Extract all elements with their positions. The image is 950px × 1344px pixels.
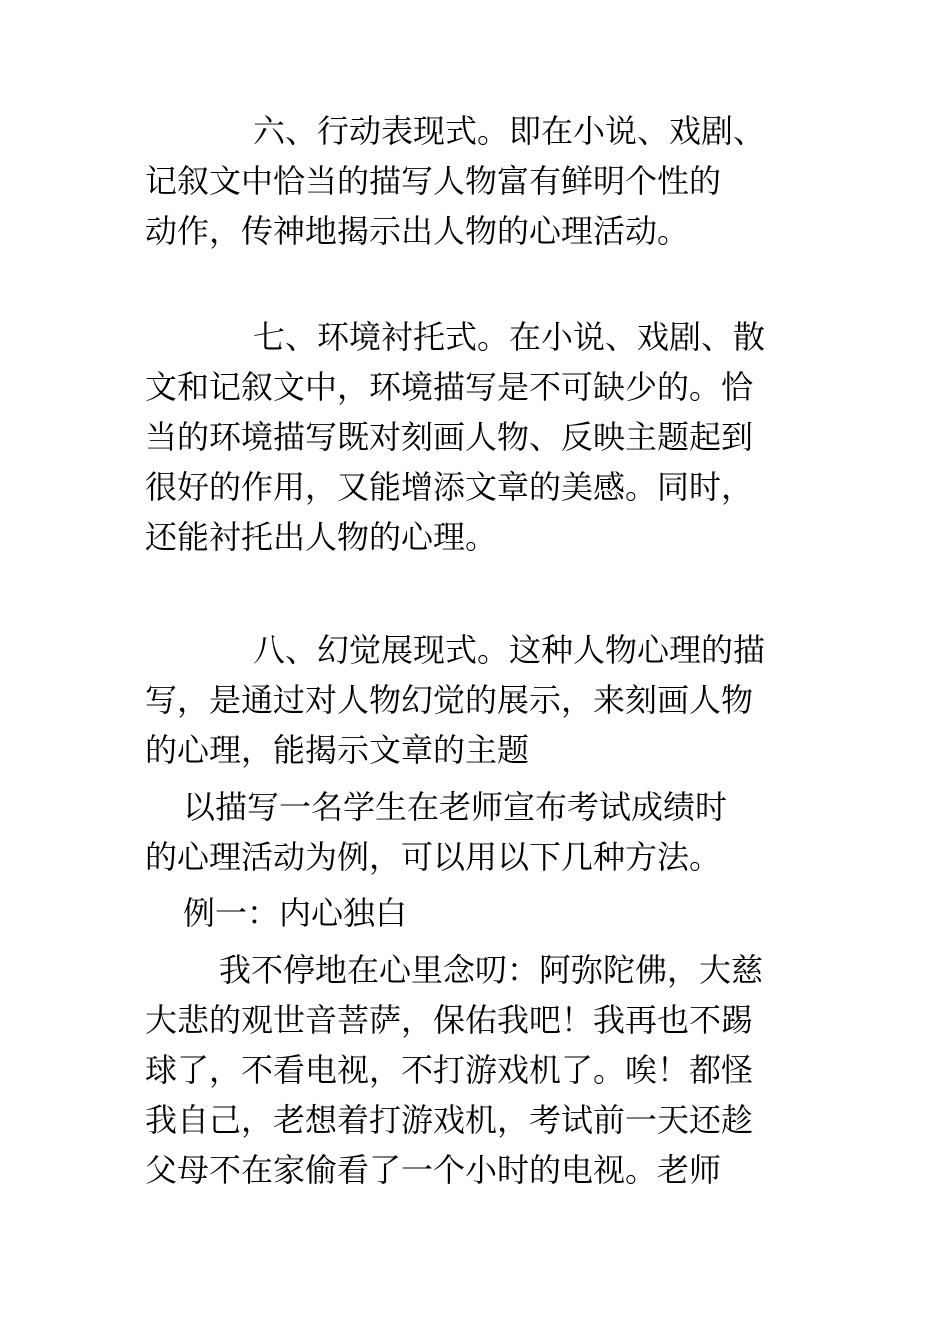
story-line-5: 父母不在家偷看了一个小时的电视。老师 [145, 1151, 722, 1189]
story-line-3: 球了，不看电视，不打游戏机了。唉！都怪 [145, 1051, 754, 1089]
section-eight-line-2: 写，是通过对人物幻觉的展示，来刻画人物 [145, 681, 754, 719]
section-seven-paragraph [145, 312, 810, 562]
example-one-heading-block [145, 888, 810, 938]
section-seven-line-1: 七、环境衬托式。在小说、戏剧、散 [253, 318, 766, 356]
section-seven-line-3: 当的环境描写既对刻画人物、反映主题起到 [145, 418, 754, 456]
intro-paragraph [145, 782, 810, 882]
section-eight-line-3: 的心理，能揭示文章的主题 [145, 731, 530, 769]
section-six-line-3: 动作，传神地揭示出人物的心理活动。 [145, 212, 690, 250]
story-line-1: 我不停地在心里念叨：阿弥陀佛，大慈 [219, 951, 764, 989]
section-eight-paragraph [145, 625, 810, 775]
section-six-line-1: 六、行动表现式。即在小说、戏剧、 [253, 112, 766, 150]
section-seven-line-2: 文和记叙文中，环境描写是不可缺少的。恰 [145, 368, 754, 406]
example-one-heading: 例一：内心独白 [183, 894, 408, 932]
section-eight-line-1: 八、幻觉展现式。这种人物心理的描 [253, 631, 766, 669]
story-line-4: 我自己，老想着打游戏机，考试前一天还趁 [145, 1101, 754, 1139]
section-six-line-2: 记叙文中恰当的描写人物富有鲜明个性的 [145, 162, 722, 200]
story-paragraph [145, 945, 810, 1195]
section-six-paragraph [145, 106, 810, 256]
intro-line-1: 以描写一名学生在老师宣布考试成绩时 [183, 788, 728, 826]
section-seven-line-5: 还能衬托出人物的心理。 [145, 518, 498, 556]
section-seven-line-4: 很好的作用，又能增添文章的美感。同时， [145, 468, 754, 506]
story-line-2: 大悲的观世音菩萨，保佑我吧！我再也不踢 [145, 1001, 754, 1039]
intro-line-2: 的心理活动为例，可以用以下几种方法。 [145, 838, 722, 876]
